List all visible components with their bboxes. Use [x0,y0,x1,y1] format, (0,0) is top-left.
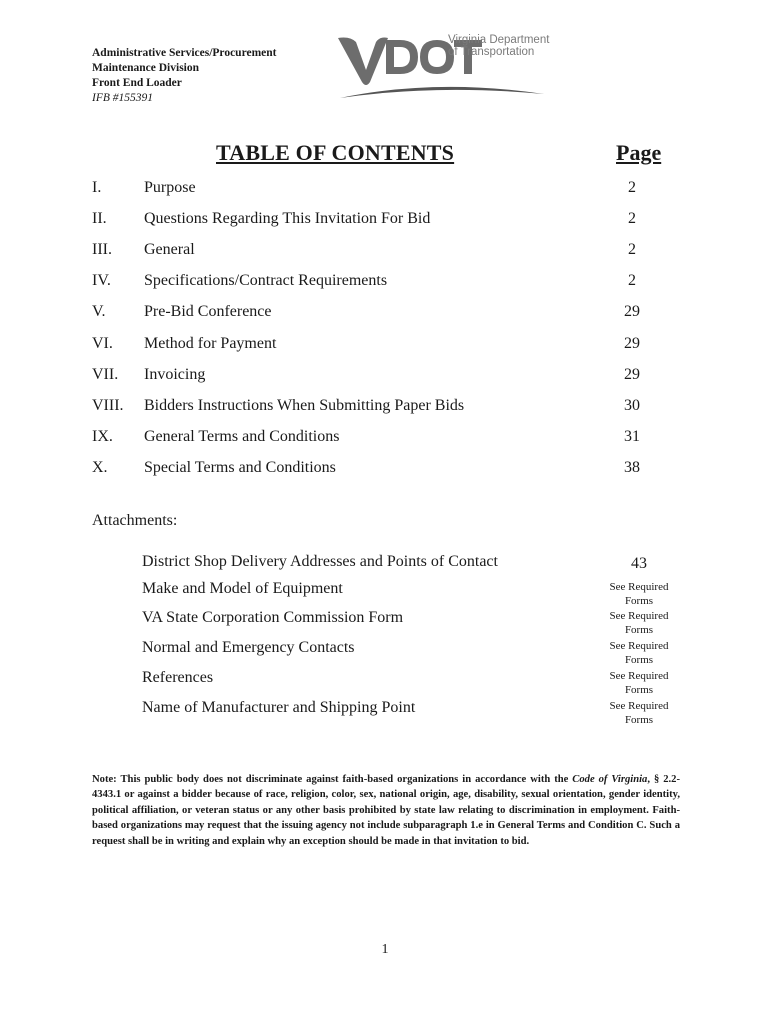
toc-item-number: III. [92,241,112,258]
toc-item-number: VIII. [92,397,124,414]
page-number: 1 [381,942,389,957]
toc-item-label: Bidders Instructions When Submitting Paper Bids [144,397,465,414]
toc-item-page: 29 [624,335,640,352]
toc-item-page: 38 [624,459,640,476]
attachment-required-forms: See Required Forms [609,610,669,636]
toc-item-number: I. [92,179,102,196]
non-discrimination-note: Note: This public body does not discriminate against faith-based organizations in accordance with the Code of Virginia, § 2.2-4343.1 or against a bidder because of race, religion, color, sex, national origin, age, disability, sexual orientation, gender identity, political affiliation, or veteran status or any other basis prohibited by state law relating to discrimination in employment. Faith-based organizations may request that the issuing agency not include subparagraph 1.e in General Terms and Condition C. Such a request shall be in writing and explain why an exception should be made in that invitation to bid. [92,774,680,847]
code-of-virginia: Code of Virginia [572,774,648,785]
attachment-required-forms: See Required Forms [609,670,669,696]
attachment-item [142,553,682,583]
header-line-2: Maintenance Division [92,62,200,74]
attachment-page: 43 [631,555,647,572]
toc-item-label: Method for Payment [144,335,277,352]
toc-item-page: 2 [628,179,636,196]
toc-item-number: VII. [92,366,119,383]
toc-item-number: II. [92,210,107,227]
toc-item [92,210,652,232]
attachment-item [142,699,682,729]
logo-tag-line-1: Virginia Department [448,34,550,46]
toc-item-page: 29 [624,366,640,383]
toc-item [92,272,652,294]
attachment-label: References [142,669,214,686]
attachment-item [142,609,682,639]
attachment-item [142,669,682,699]
toc-item-page: 31 [624,428,640,445]
toc-title: TABLE OF CONTENTS [216,140,455,165]
toc-item-label: General [144,241,195,258]
logo-tag-line-2: of Transportation [448,46,535,58]
attachments-heading: Attachments: [92,512,178,529]
toc-item [92,335,652,357]
toc-item [92,459,652,481]
attachment-label: Normal and Emergency Contacts [142,639,355,656]
attachment-item [142,580,682,610]
toc-item [92,397,652,419]
header-info [92,46,277,106]
toc-item-label: Special Terms and Conditions [144,459,336,476]
toc-item-label: General Terms and Conditions [144,428,340,445]
toc-item [92,303,652,325]
toc-item-page: 2 [628,272,636,289]
toc-item-page: 2 [628,210,636,227]
toc-item-number: X. [92,459,108,476]
attachment-required-forms: See Required Forms [609,640,669,666]
attachment-label: Make and Model of Equipment [142,580,343,597]
toc-item [92,428,652,450]
toc-item-label: Invoicing [144,366,206,383]
header-line-1: Administrative Services/Procurement [92,47,277,59]
toc-item-page: 2 [628,241,636,258]
attachment-item [142,639,682,669]
toc-item-page: 29 [624,303,640,320]
attachment-label: District Shop Delivery Addresses and Points of Contact [142,553,498,570]
attachment-required-forms: See Required Forms [609,700,669,726]
toc-item [92,241,652,263]
toc-item-label: Purpose [144,179,196,196]
toc-item [92,366,652,388]
attachment-label: VA State Corporation Commission Form [142,609,404,626]
toc-item-number: V. [92,303,106,320]
toc-item-page: 30 [624,397,640,414]
attachment-label: Name of Manufacturer and Shipping Point [142,699,416,716]
toc-item-number: VI. [92,335,113,352]
toc-item-label: Pre-Bid Conference [144,303,272,320]
page-column-heading: Page [616,140,662,165]
attachment-required-forms: See Required Forms [609,581,669,607]
toc-item-number: IV. [92,272,111,289]
toc-item-number: IX. [92,428,113,445]
toc-item [92,179,652,201]
ifb-number: IFB #155391 [92,92,154,104]
logo-tagline [448,34,549,58]
toc-item-label: Questions Regarding This Invitation For Bid [144,210,431,227]
toc-item-label: Specifications/Contract Requirements [144,272,388,289]
header-line-3: Front End Loader [92,77,182,89]
